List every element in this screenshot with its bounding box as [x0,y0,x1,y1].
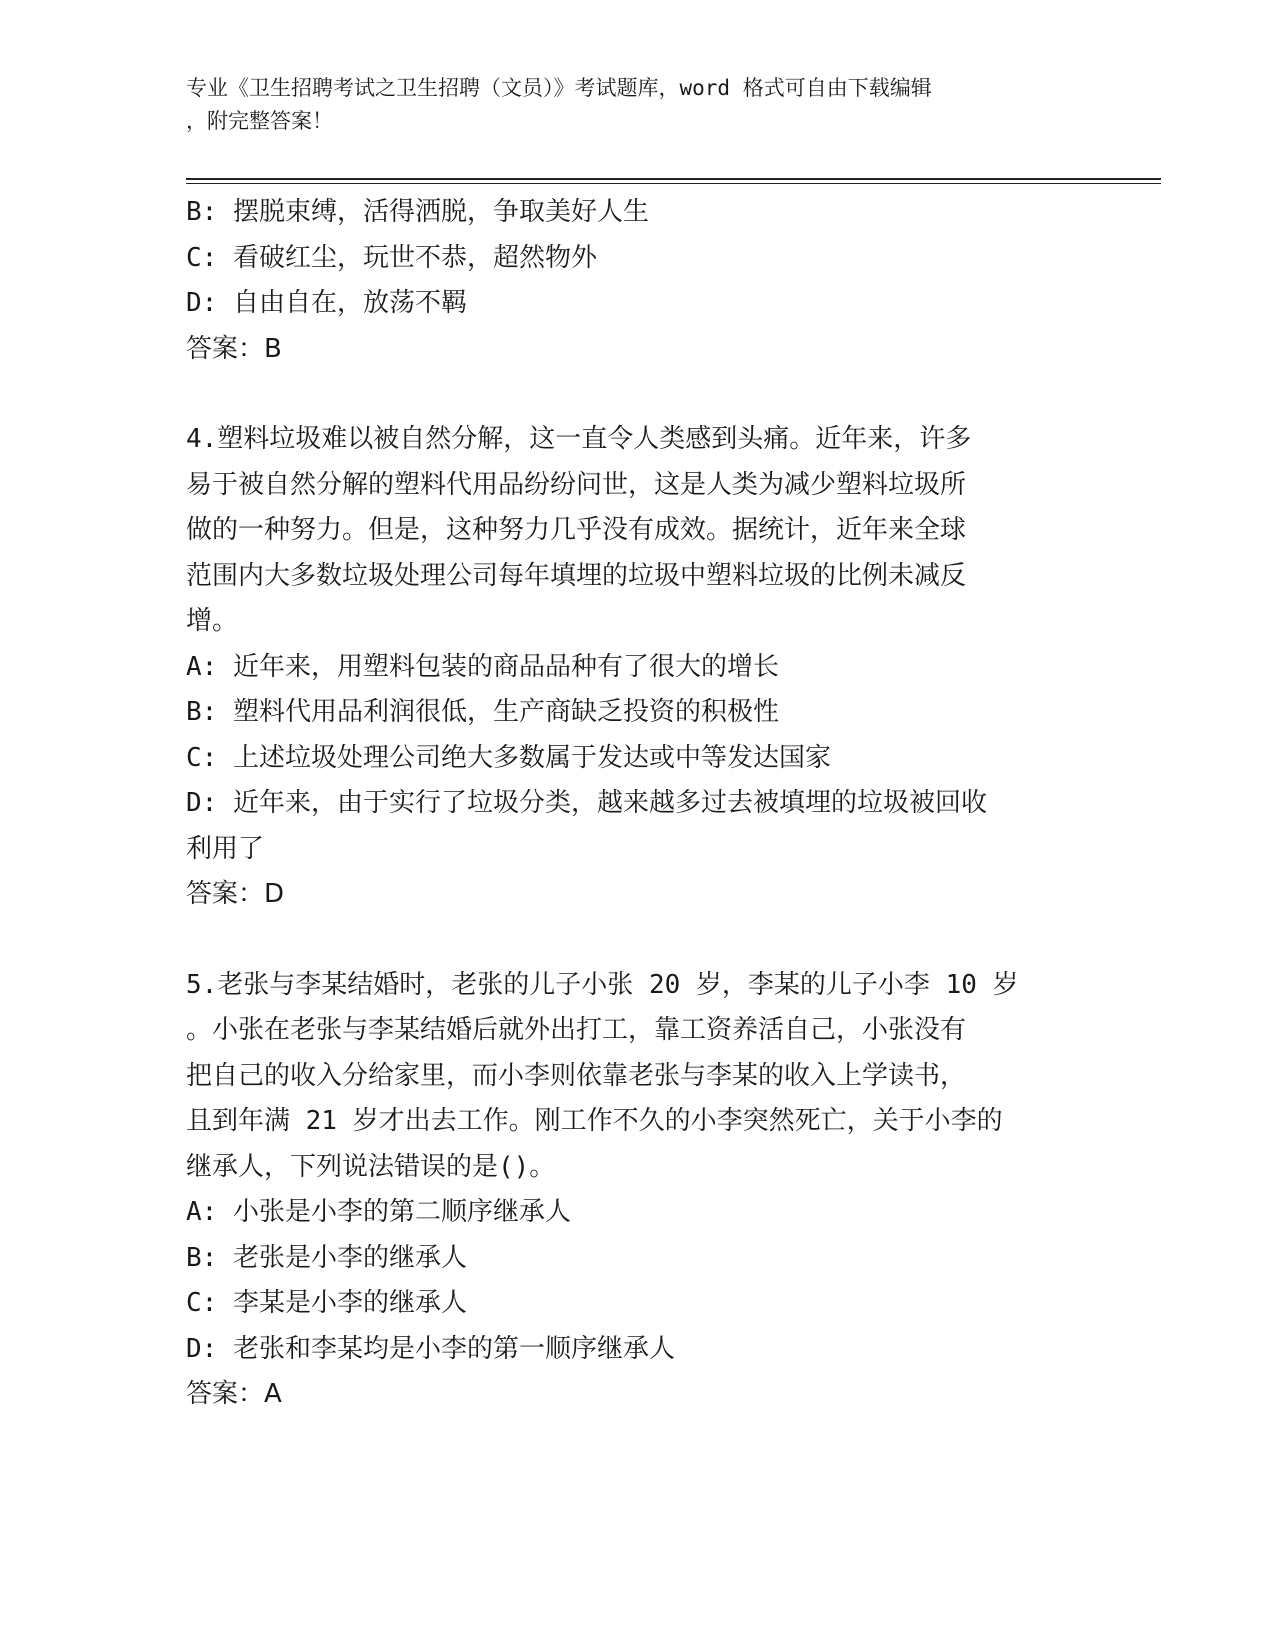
question-stem-line: 继承人，下列说法错误的是()。 [186,1151,556,1182]
option-c: C: 李某是小李的继承人 [186,1288,467,1318]
question-3-block [186,190,1086,372]
option-b: B: 摆脱束缚，活得洒脱，争取美好人生 [186,197,649,227]
header-line-1: 专业《卫生招聘考试之卫生招聘（文员）》考试题库，word 格式可自由下载编辑 [186,76,932,100]
question-stem-line: 范围内大多数垃圾处理公司每年填埋的垃圾中塑料垃圾的比例未减反 [186,560,967,591]
question-stem-line: 做的一种努力。但是，这种努力几乎没有成效。据统计，近年来全球 [186,515,967,545]
option-d: D: 近年来，由于实行了垃圾分类，越来越多过去被填埋的垃圾被回收 [186,788,987,818]
question-stem-line: 增。 [186,606,239,636]
option-c: C: 上述垃圾处理公司绝大多数属于发达或中等发达国家 [186,742,831,773]
option-b: B: 老张是小李的继承人 [186,1242,467,1273]
spacer [186,372,1086,417]
question-5-block [186,963,1086,1418]
header-rule-thick [186,178,1161,180]
document-header [186,72,1066,138]
answer: 答案：B [186,333,282,364]
header-line-2: ，附完整答案！ [186,109,333,133]
option-d: D: 自由自在，放荡不羁 [186,288,467,318]
question-stem-line: 易于被自然分解的塑料代用品纷纷问世，这是人类为减少塑料垃圾所 [186,469,967,500]
question-stem-line: 4.塑料垃圾难以被自然分解，这一直令人类感到头痛。近年来，许多 [186,424,972,454]
option-d: D: 老张和李某均是小李的第一顺序继承人 [186,1333,675,1364]
question-stem-line: 。小张在老张与李某结婚后就外出打工，靠工资养活自己，小张没有 [186,1015,967,1045]
option-a: A: 近年来，用塑料包装的商品品种有了很大的增长 [186,651,779,682]
option-d-continued: 利用了 [186,833,265,864]
option-c: C: 看破红尘，玩世不恭，超然物外 [186,242,597,273]
answer: 答案：A [186,1379,282,1409]
option-b: B: 塑料代用品利润很低，生产商缺乏投资的积极性 [186,697,779,727]
question-stem-line: 且到年满 21 岁才出去工作。刚工作不久的小李突然死亡，关于小李的 [186,1106,1003,1136]
spacer [186,918,1086,963]
question-stem-line: 5.老张与李某结婚时，老张的儿子小张 20 岁，李某的儿子小李 10 岁 [186,969,1019,1000]
header-rule-thin [186,183,1161,184]
answer: 答案：D [186,879,285,909]
document-body [186,190,1086,1418]
question-stem-line: 把自己的收入分给家里，而小李则依靠老张与李某的收入上学读书， [186,1060,967,1091]
question-4-block [186,417,1086,918]
option-a: A: 小张是小李的第二顺序继承人 [186,1197,571,1227]
